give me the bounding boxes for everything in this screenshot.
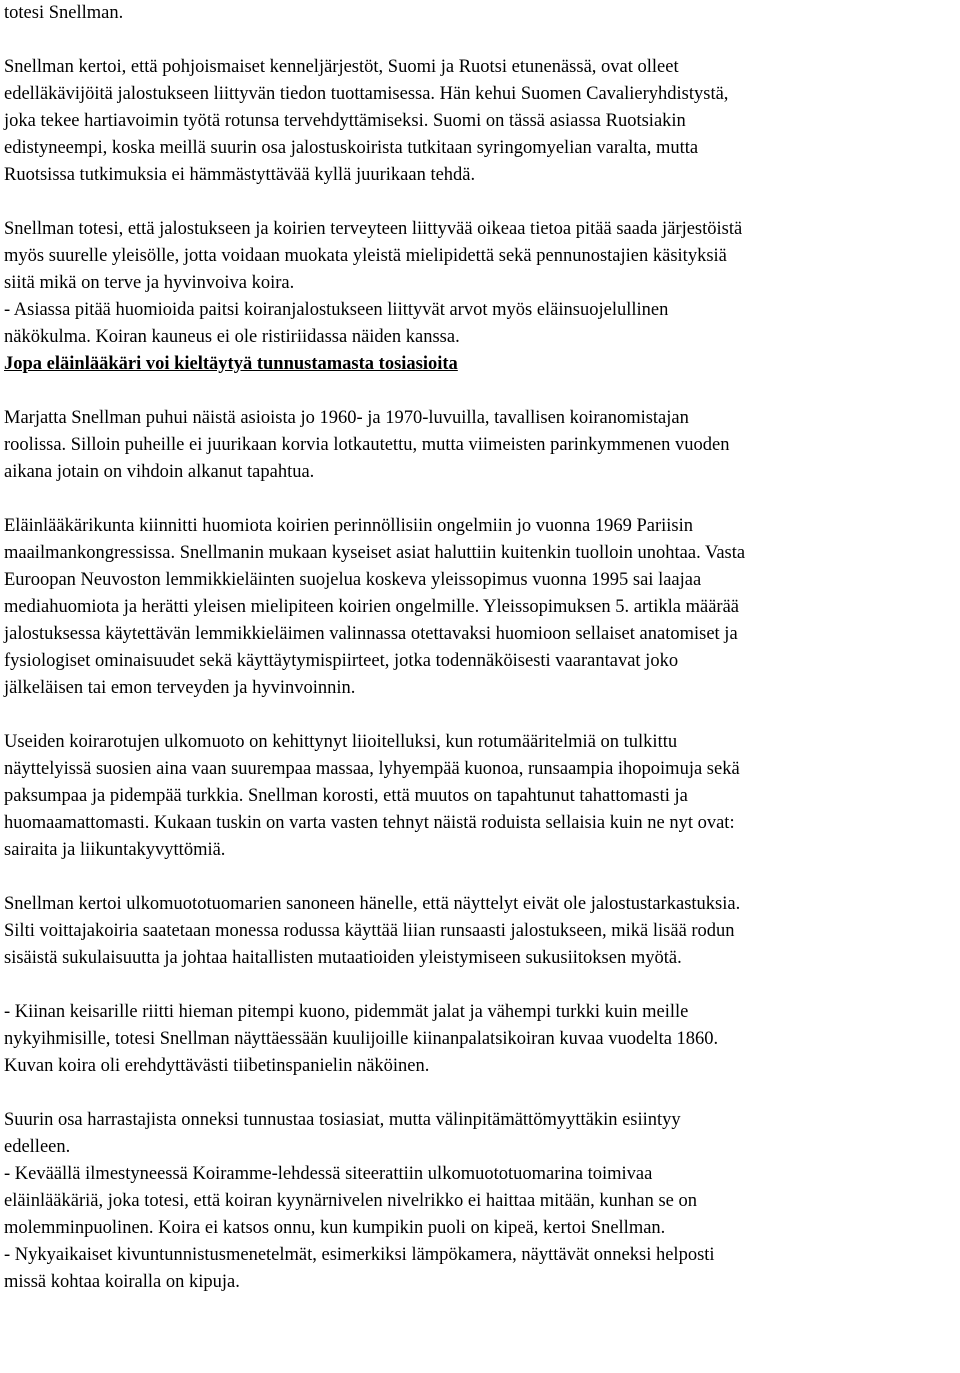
text-line: näkökulma. Koiran kauneus ei ole ristiriidassa näiden kanssa.: [4, 327, 460, 347]
text-line: maailmankongressissa. Snellmanin mukaan kyseiset asiat haluttiin kuitenkin tuolloin unohtaa. Vasta: [4, 543, 746, 563]
text-line: paksumpaa ja pidempää turkkia. Snellman korosti, että muutos on tapahtunut tahattomasti ja: [4, 786, 688, 806]
section-heading: Jopa eläinlääkäri voi kieltäytyä tunnustamasta tosiasioita: [4, 354, 458, 374]
text-line: - Keväällä ilmestyneessä Koiramme-lehdessä siteerattiin ulkomuototuomarina toimivaa: [4, 1164, 653, 1184]
text-line: Suurin osa harrastajista onneksi tunnustaa tosiasiat, mutta välinpitämättömyyttäkin esiintyy: [4, 1110, 681, 1130]
text-line: Snellman kertoi, että pohjoismaiset kenneljärjestöt, Suomi ja Ruotsi etunenässä, ovat olleet: [4, 57, 679, 77]
text-line: edelleen.: [4, 1137, 71, 1157]
text-line: Useiden koirarotujen ulkomuoto on kehittynyt liioitelluksi, kun rotumääritelmiä on tulkittu: [4, 732, 678, 752]
document-page: [4, 0, 958, 1296]
text-line: sisäistä sukulaisuutta ja johtaa haitallisten mutaatioiden yleistymiseen sukusiitoksen myötä.: [4, 948, 682, 968]
text-line: Marjatta Snellman puhui näistä asioista jo 1960- ja 1970-luvuilla, tavallisen koiranomistajan: [4, 408, 689, 428]
text-line: Ruotsissa tutkimuksia ei hämmästyttävää kyllä juurikaan tehdä.: [4, 165, 476, 185]
text-line: aikana jotain on vihdoin alkanut tapahtua.: [4, 462, 315, 482]
paragraph-show-judges: [4, 891, 958, 972]
text-line: jälkeläisen tai emon terveyden ja hyvinvoinnin.: [4, 678, 356, 698]
paragraph-kennel-organisations: [4, 54, 958, 189]
text-line: edelläkävijöitä jalostukseen liittyvän tiedon tuottamisessa. Hän kehui Suomen Cavalieryhdistystä,: [4, 84, 729, 104]
text-line: siitä mikä on terve ja hyvinvoiva koira.: [4, 273, 295, 293]
text-line: - Asiassa pitää huomioida paitsi koiranjalostukseen liittyvät arvot myös eläinsuojelullinen: [4, 300, 669, 320]
paragraph-public-information: [4, 216, 958, 351]
text-line: - Kiinan keisarille riitti hieman pitempi kuono, pidemmät jalat ja vähempi turkki kuin meille: [4, 1002, 689, 1022]
paragraph-indifference: [4, 1107, 958, 1296]
text-line: sairaita ja liikuntakyvyttömiä.: [4, 840, 226, 860]
text-line: totesi Snellman.: [4, 3, 124, 23]
text-line: Snellman kertoi ulkomuototuomarien sanoneen hänelle, että näyttelyt eivät ole jalostustarkastuksia.: [4, 894, 741, 914]
paragraph-intro-fragment: [4, 0, 958, 27]
paragraph-history: [4, 405, 958, 486]
text-line: Silti voittajakoiria saatetaan monessa rodussa käyttää liian runsaasti jalostukseen, mikä lisää rodun: [4, 921, 735, 941]
text-line: Snellman totesi, että jalostukseen ja koirien terveyteen liittyvää oikeaa tietoa pitää saada järjestöistä: [4, 219, 743, 239]
text-line: näyttelyissä suosien aina vaan suurempaa massaa, lyhyempää kuonoa, runsaampia ihopoimuja sekä: [4, 759, 740, 779]
text-line: jalostuksessa käytettävän lemmikkieläimen valinnassa otettavaksi huomioon sellaiset anatomiset ja: [4, 624, 738, 644]
paragraph-chinese-emperor: [4, 999, 958, 1080]
paragraph-exaggerated-breeds: [4, 729, 958, 864]
text-line: - Nykyaikaiset kivuntunnistusmenetelmät, esimerkiksi lämpökamera, näyttävät onneksi helposti: [4, 1245, 715, 1265]
text-line: fysiologiset ominaisuudet sekä käyttäytymispiirteet, jotka todennäköisesti vaarantavat joko: [4, 651, 679, 671]
text-line: mediahuomiota ja herätti yleisen mielipiteen koirien ongelmille. Yleissopimuksen 5. artikla määrää: [4, 597, 739, 617]
text-line: roolissa. Silloin puheille ei juurikaan korvia lotkautettu, mutta viimeisten parinkymmenen vuoden: [4, 435, 730, 455]
text-line: joka tekee hartiavoimin työtä rotunsa tervehdyttämiseksi. Suomi on tässä asiassa Ruotsiakin: [4, 111, 686, 131]
text-line: myös suurelle yleisölle, jotta voidaan muokata yleistä mielipidettä sekä pennunostajien käsityksiä: [4, 246, 727, 266]
text-line: missä kohtaa koiralla on kipuja.: [4, 1272, 240, 1292]
text-line: Euroopan Neuvoston lemmikkieläinten suojelua koskeva yleissopimus vuonna 1995 sai laajaa: [4, 570, 702, 590]
text-line: nykyihmisille, totesi Snellman näyttäessään kuulijoille kiinanpalatsikoiran kuvaa vuodelta 1860.: [4, 1029, 719, 1049]
text-line: huomaamattomasti. Kukaan tuskin on varta vasten tehnyt näistä roduista sellaisia kuin ne nyt ovat:: [4, 813, 735, 833]
text-line: edistyneempi, koska meillä suurin osa jalostuskoirista tutkitaan syringomyelian varalta, mutta: [4, 138, 699, 158]
text-line: Kuvan koira oli erehdyttävästi tiibetinspanielin näköinen.: [4, 1056, 430, 1076]
text-line: molemminpuolinen. Koira ei katsos onnu, kun kumpikin puoli on kipeä, kertoi Snellman.: [4, 1218, 666, 1238]
paragraph-veterinary-congress: [4, 513, 958, 702]
text-line: eläinlääkäriä, joka totesi, että koiran kyynärnivelen nivelrikko ei haittaa mitään, kunhan se on: [4, 1191, 697, 1211]
text-line: Eläinlääkärikunta kiinnitti huomiota koirien perinnöllisiin ongelmiin jo vuonna 1969 Pariisin: [4, 516, 694, 536]
